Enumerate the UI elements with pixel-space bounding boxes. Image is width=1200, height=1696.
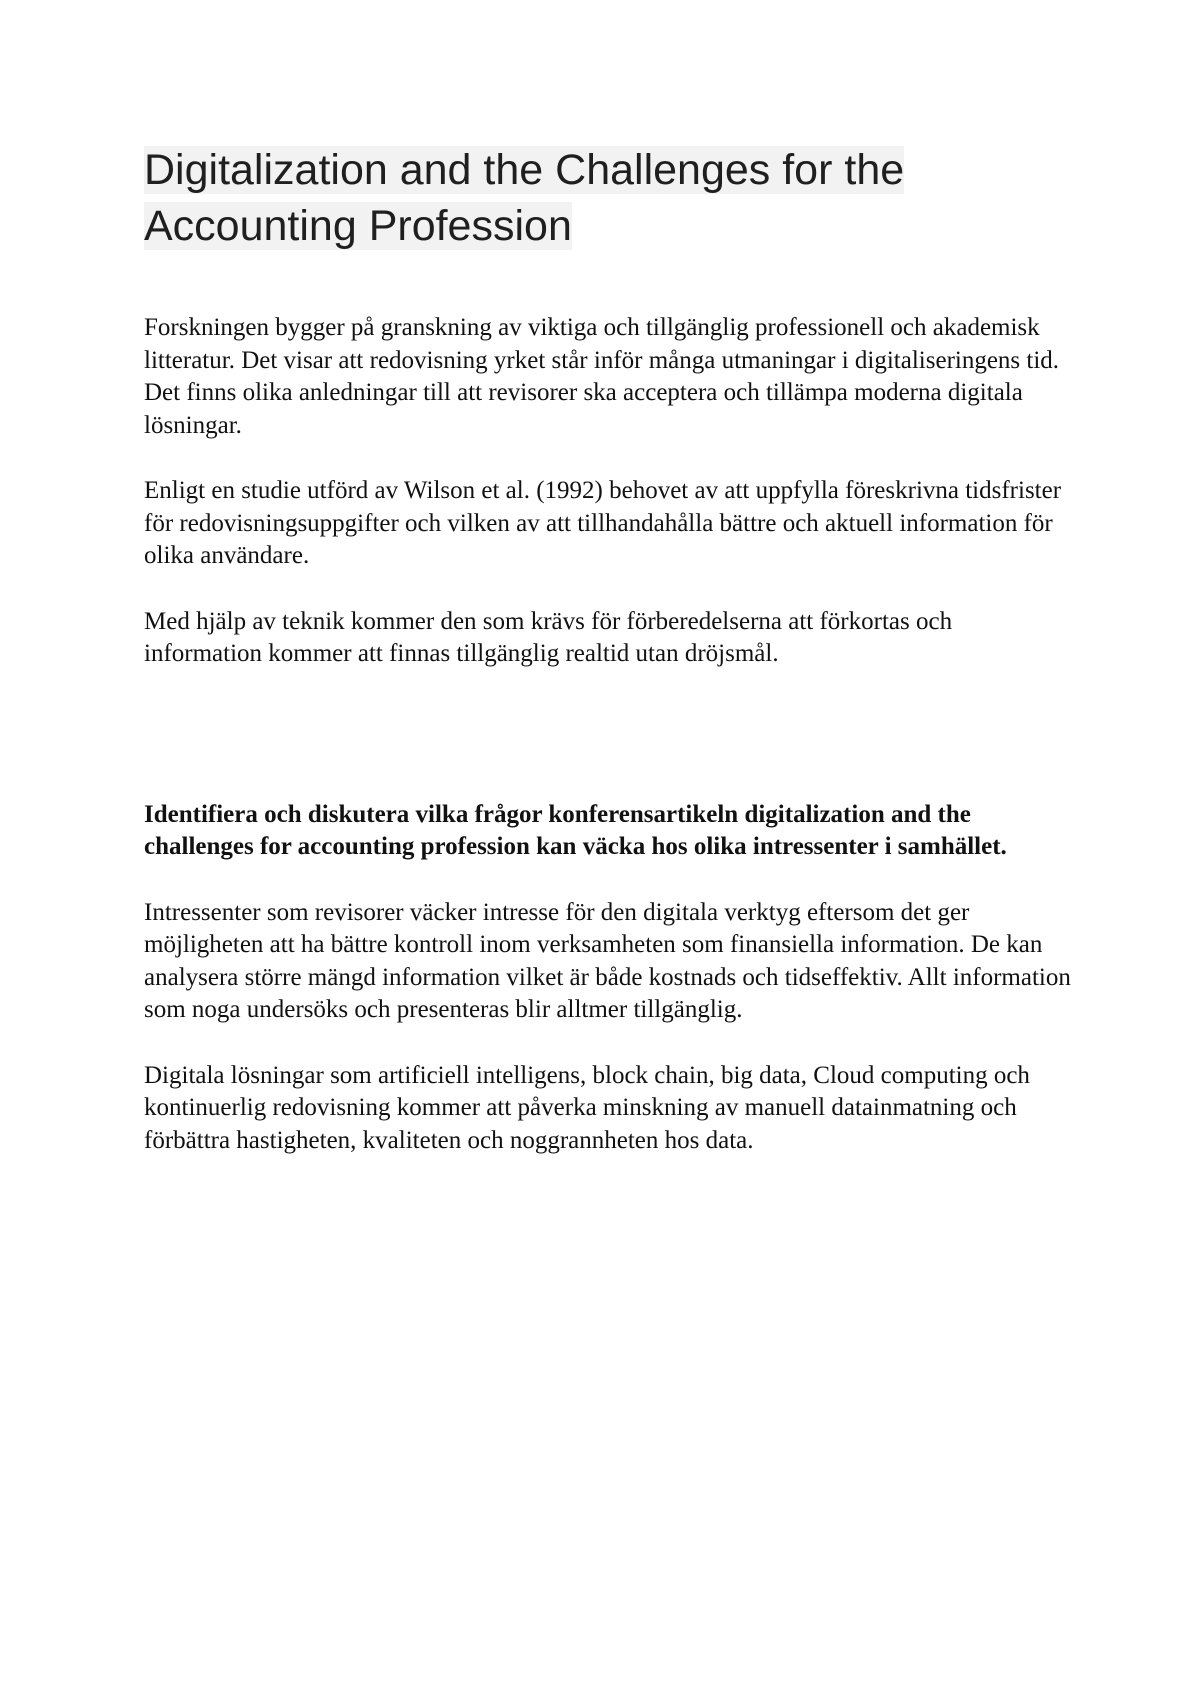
intro-paragraph-3: Med hjälp av teknik kommer den som krävs för förberedelserna att förkortas och information kommer att finnas tillgänglig realtid utan dröjsmål. <box>144 607 953 667</box>
document-body <box>144 142 1074 1157</box>
document-title-text: Digitalization and the Challenges for the Accounting Profession <box>144 146 905 250</box>
intro-paragraph-2: Enligt en studie utförd av Wilson et al. (1992) behovet av att uppfylla föreskrivna tidsfrister för redovisningsuppgifter och vilken av att tillhandahålla bättre och aktuell information för olika användare. <box>144 477 1062 569</box>
intro-paragraph-1: Forskningen bygger på granskning av viktiga och tillgänglig professionell och akademisk litteratur. Det visar att redovisning yrket står inför många utmaningar i digitaliseringens tid. Det finns olika anledningar till att revisorer ska acceptera och tillämpa moderna digitala lösningar. <box>144 314 1060 439</box>
answer-paragraph-1: Intressenter som revisorer väcker intresse för den digitala verktyg eftersom det ger möjligheten att ha bättre kontroll inom verksamheten som finansiella information. De kan analysera större mängd information vilket är både kostnads och tidseffektiv. Allt information som noga undersöks och presenteras blir alltmer tillgänglig. <box>144 898 1071 1023</box>
question-heading: Identifiera och diskutera vilka frågor konferensartikeln digitalization and the challenges for accounting profession kan väcka hos olika intressenter i samhället. <box>144 800 1007 860</box>
document-title <box>144 142 1074 254</box>
answer-paragraph-2: Digitala lösningar som artificiell intelligens, block chain, big data, Cloud computing och kontinuerlig redovisning kommer att påverka minskning av manuell datainmatning och förbättra hastigheten, kvaliteten och noggrannheten hos data. <box>144 1061 1030 1154</box>
